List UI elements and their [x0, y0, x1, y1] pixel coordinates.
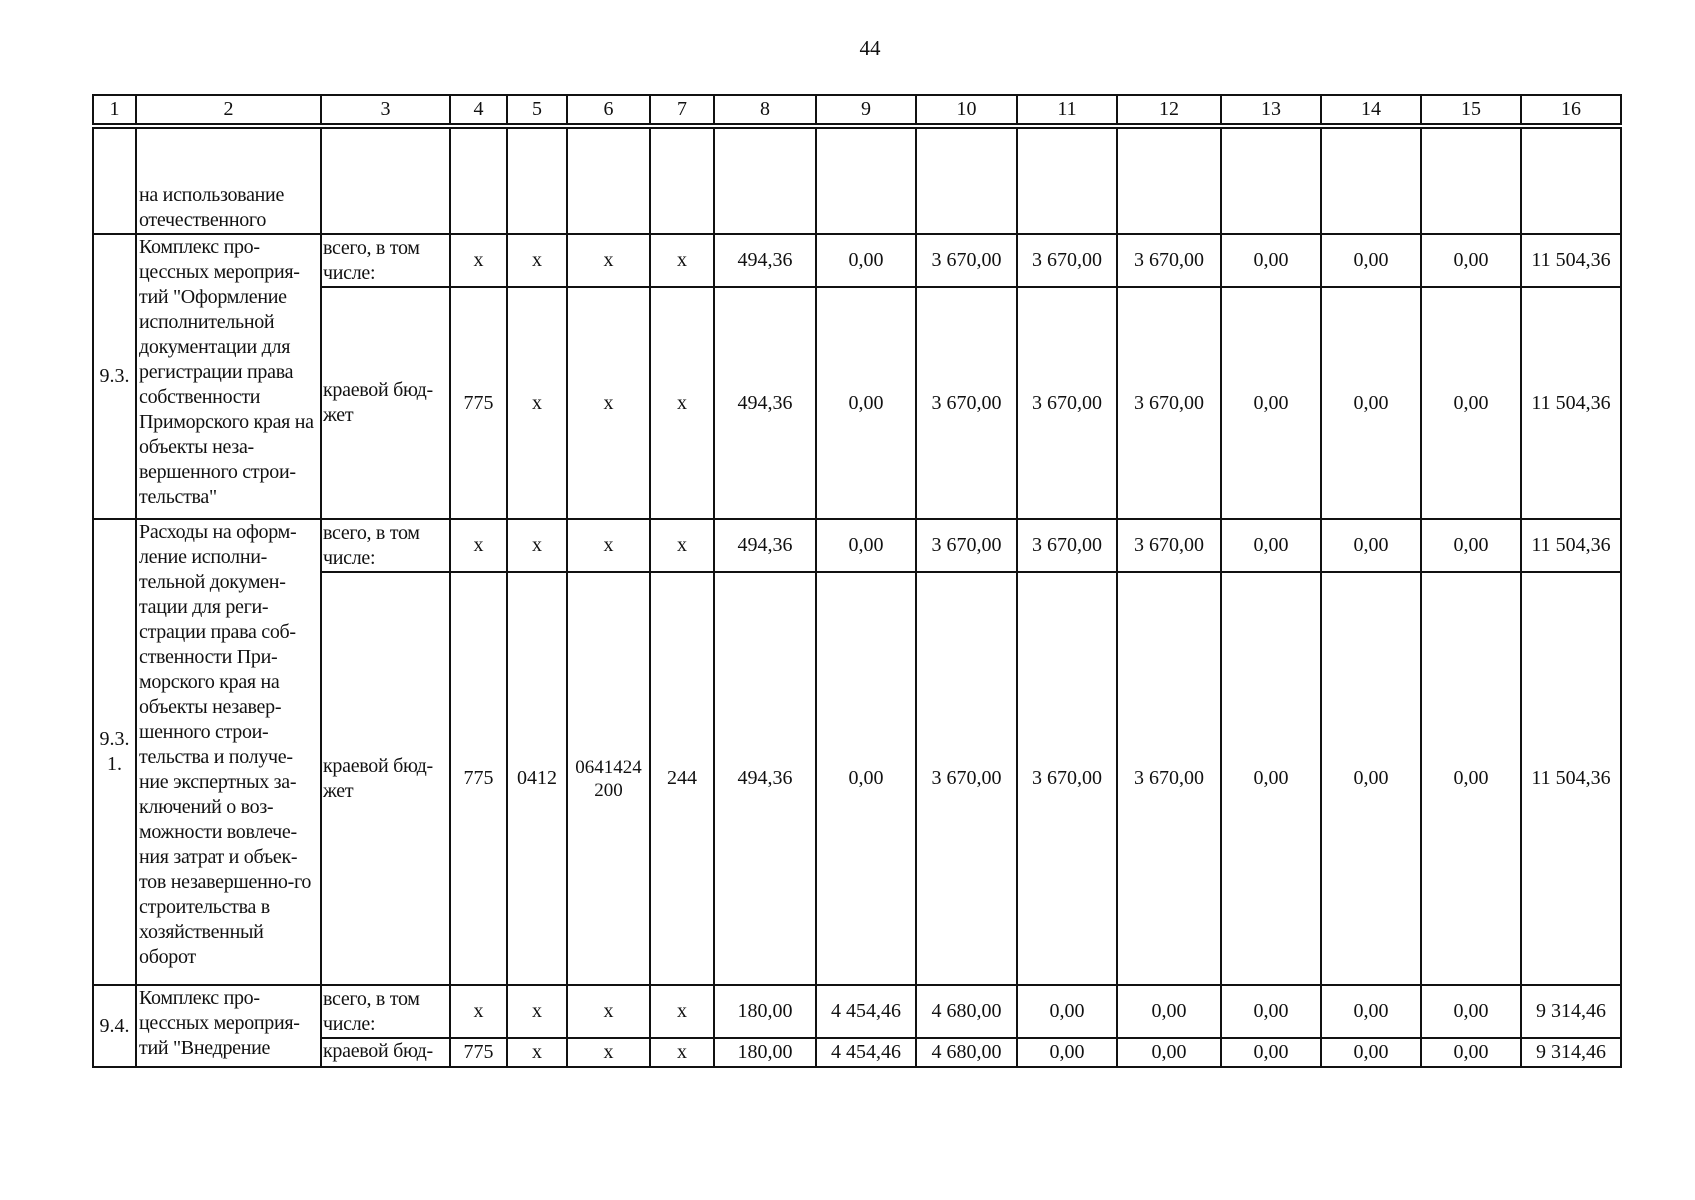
empty-cell: [1117, 128, 1221, 234]
source-cell: краевой бюд-: [321, 1038, 450, 1067]
cell-c7: x: [650, 985, 714, 1038]
cell-c12: 3 670,00: [1117, 572, 1221, 985]
row-number-cell: [93, 128, 136, 234]
cell-c13: 0,00: [1221, 572, 1321, 985]
cell-c7: x: [650, 234, 714, 287]
cell-c8: 494,36: [714, 234, 816, 287]
table-row-9-3-total: [93, 234, 1621, 287]
empty-cell: [816, 128, 916, 234]
empty-cell: [714, 128, 816, 234]
cell-c10: 4 680,00: [916, 985, 1017, 1038]
cell-c4: x: [450, 519, 507, 572]
empty-cell: [450, 128, 507, 234]
budget-table: [92, 127, 1622, 1068]
cell-c14: 0,00: [1321, 1038, 1421, 1067]
column-header-table: [92, 94, 1622, 125]
cell-c8: 180,00: [714, 985, 816, 1038]
column-number: 16: [1521, 95, 1621, 124]
cell-c13: 0,00: [1221, 1038, 1321, 1067]
cell-c15: 0,00: [1421, 985, 1521, 1038]
activity-name-cell: Расходы на оформ-ление исполни-тельной докумен-тации для реги-страции права соб-ственности При-морского края на объекты незавер-шенного строи-тельства и получе-ние экспертных за-ключений о воз-можности вовлече-ния затрат и объек-тов незавершенно-го строительства в хозяйственный оборот: [136, 519, 321, 985]
cell-c12: 0,00: [1117, 1038, 1221, 1067]
empty-cell: [916, 128, 1017, 234]
row-number-cell: 9.4.: [93, 985, 136, 1067]
cell-c8: 494,36: [714, 572, 816, 985]
cell-c5: x: [507, 985, 567, 1038]
cell-c14: 0,00: [1321, 985, 1421, 1038]
cell-c7: x: [650, 519, 714, 572]
cell-c11: 3 670,00: [1017, 519, 1117, 572]
table-row-continuation: [93, 128, 1621, 234]
column-number: 12: [1117, 95, 1221, 124]
cell-c11: 3 670,00: [1017, 287, 1117, 519]
activity-name-cell: Комплекс про-цессных мероприя-тий "Оформление исполнительной документации для регистрации права собственности Приморского края на объекты неза-вершенного строи-тельства": [136, 234, 321, 519]
cell-c10: 4 680,00: [916, 1038, 1017, 1067]
column-number: 11: [1017, 95, 1117, 124]
column-number: 5: [507, 95, 567, 124]
column-number: 7: [650, 95, 714, 124]
empty-cell: [507, 128, 567, 234]
row-number-cell: 9.3.: [93, 234, 136, 519]
cell-c13: 0,00: [1221, 234, 1321, 287]
cell-c5: x: [507, 1038, 567, 1067]
cell-c14: 0,00: [1321, 519, 1421, 572]
empty-cell: [1321, 128, 1421, 234]
empty-cell: [567, 128, 650, 234]
cell-c15: 0,00: [1421, 234, 1521, 287]
cell-c6: x: [567, 287, 650, 519]
cell-c16: 11 504,36: [1521, 519, 1621, 572]
cell-c9: 0,00: [816, 519, 916, 572]
cell-c10: 3 670,00: [916, 287, 1017, 519]
cell-c12: 3 670,00: [1117, 287, 1221, 519]
column-number: 1: [93, 95, 136, 124]
empty-cell: [1221, 128, 1321, 234]
cell-c12: 3 670,00: [1117, 519, 1221, 572]
cell-c13: 0,00: [1221, 287, 1321, 519]
cell-c5: x: [507, 234, 567, 287]
column-number: 4: [450, 95, 507, 124]
cell-c16: 11 504,36: [1521, 572, 1621, 985]
source-cell: [321, 128, 450, 234]
column-number: 2: [136, 95, 321, 124]
cell-c11: 3 670,00: [1017, 234, 1117, 287]
cell-c12: 0,00: [1117, 985, 1221, 1038]
cell-c9: 0,00: [816, 287, 916, 519]
table-row-9-3-regional: [93, 287, 1621, 519]
cell-c14: 0,00: [1321, 287, 1421, 519]
cell-c6: x: [567, 234, 650, 287]
cell-c16: 9 314,46: [1521, 985, 1621, 1038]
empty-cell: [1421, 128, 1521, 234]
column-number: 13: [1221, 95, 1321, 124]
cell-c9: 4 454,46: [816, 1038, 916, 1067]
cell-c9: 4 454,46: [816, 985, 916, 1038]
cell-c6: x: [567, 985, 650, 1038]
source-cell: краевой бюд-жет: [321, 287, 450, 519]
cell-c16: 11 504,36: [1521, 234, 1621, 287]
cell-c10: 3 670,00: [916, 234, 1017, 287]
cell-c15: 0,00: [1421, 572, 1521, 985]
table-row-9-4-total: [93, 985, 1621, 1038]
cell-c10: 3 670,00: [916, 519, 1017, 572]
cell-c8: 494,36: [714, 519, 816, 572]
cell-c10: 3 670,00: [916, 572, 1017, 985]
empty-cell: [1521, 128, 1621, 234]
cell-c7: x: [650, 1038, 714, 1067]
cell-c5: 0412: [507, 572, 567, 985]
cell-c9: 0,00: [816, 234, 916, 287]
column-number: 10: [916, 95, 1017, 124]
source-cell: всего, в том числе:: [321, 519, 450, 572]
column-number: 9: [816, 95, 916, 124]
cell-c14: 0,00: [1321, 572, 1421, 985]
cell-c8: 494,36: [714, 287, 816, 519]
cell-c5: x: [507, 287, 567, 519]
column-number: 6: [567, 95, 650, 124]
cell-c5: x: [507, 519, 567, 572]
cell-c6: 0641424 200: [567, 572, 650, 985]
cell-c13: 0,00: [1221, 985, 1321, 1038]
column-number: 3: [321, 95, 450, 124]
column-number: 14: [1321, 95, 1421, 124]
empty-cell: [650, 128, 714, 234]
activity-name-cell: Комплекс про-цессных мероприя-тий "Внедрение: [136, 985, 321, 1067]
row-number-cell: 9.3. 1.: [93, 519, 136, 985]
cell-c4: x: [450, 234, 507, 287]
cell-c4: 775: [450, 572, 507, 985]
cell-c11: 0,00: [1017, 1038, 1117, 1067]
source-cell: всего, в том числе:: [321, 985, 450, 1038]
cell-c4: x: [450, 985, 507, 1038]
cell-c8: 180,00: [714, 1038, 816, 1067]
cell-c12: 3 670,00: [1117, 234, 1221, 287]
cell-c6: x: [567, 519, 650, 572]
cell-c6: x: [567, 1038, 650, 1067]
empty-cell: [1017, 128, 1117, 234]
cell-c7: 244: [650, 572, 714, 985]
table-row-9-3-1-total: [93, 519, 1621, 572]
cell-c4: 775: [450, 1038, 507, 1067]
cell-c14: 0,00: [1321, 234, 1421, 287]
cell-c4: 775: [450, 287, 507, 519]
cell-c16: 9 314,46: [1521, 1038, 1621, 1067]
cell-c9: 0,00: [816, 572, 916, 985]
column-number-row: [93, 95, 1621, 124]
page-number: 44: [859, 36, 881, 60]
column-number: 15: [1421, 95, 1521, 124]
table-row-9-4-regional: [93, 1038, 1621, 1067]
cell-c15: 0,00: [1421, 519, 1521, 572]
cell-c13: 0,00: [1221, 519, 1321, 572]
cell-c15: 0,00: [1421, 287, 1521, 519]
cell-c15: 0,00: [1421, 1038, 1521, 1067]
cell-c11: 3 670,00: [1017, 572, 1117, 985]
cell-c7: x: [650, 287, 714, 519]
source-cell: всего, в том числе:: [321, 234, 450, 287]
activity-name-cell: на использование отечественного: [136, 128, 321, 234]
source-cell: краевой бюд-жет: [321, 572, 450, 985]
cell-c16: 11 504,36: [1521, 287, 1621, 519]
column-number: 8: [714, 95, 816, 124]
table-row-9-3-1-regional: [93, 572, 1621, 985]
cell-c11: 0,00: [1017, 985, 1117, 1038]
